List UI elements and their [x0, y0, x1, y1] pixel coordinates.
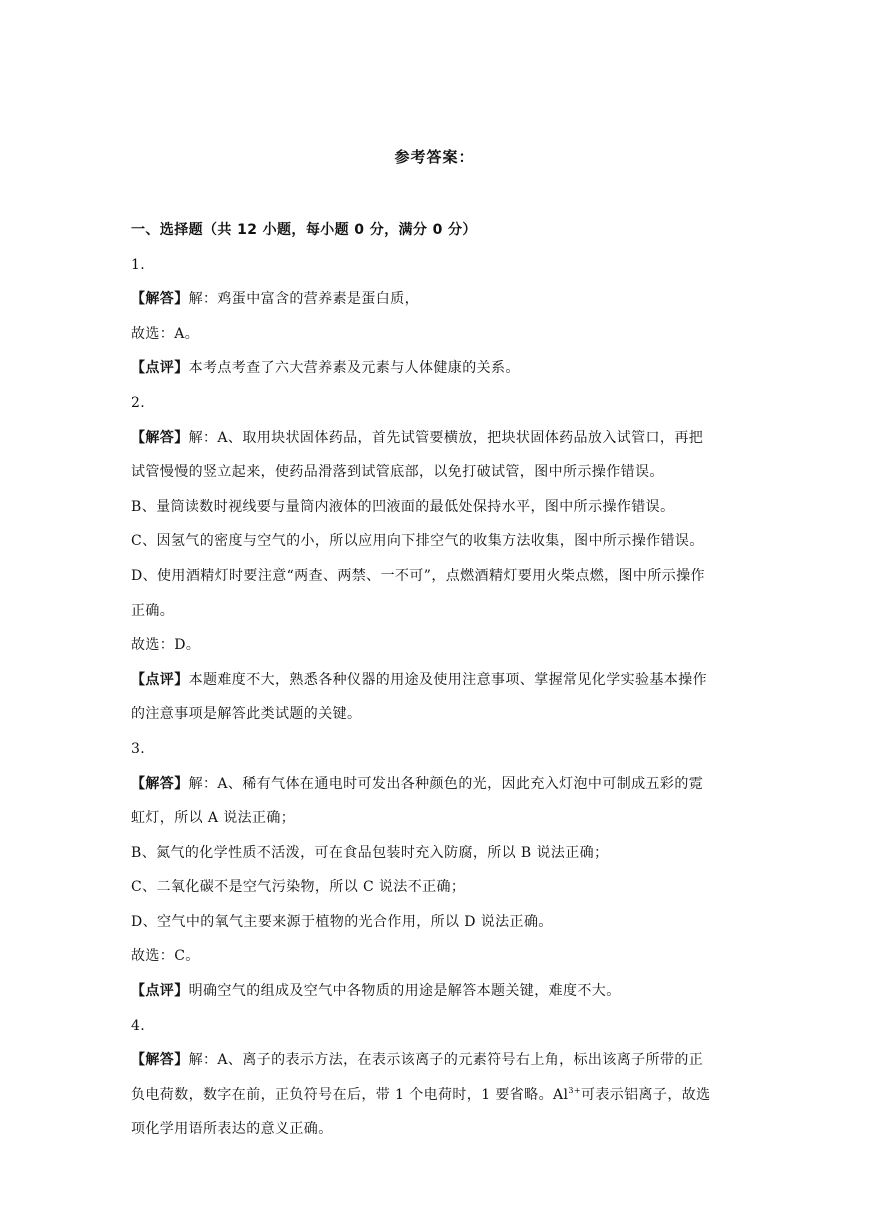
option-c-explanation: C、因氢气的密度与空气的小，所以应用向下排空气的收集方法收集，图中所示操作错误。	[131, 533, 704, 550]
comment-paragraph	[131, 974, 741, 1009]
comment-text-continued: 的注意事项是解答此类试题的关键。	[131, 706, 362, 723]
choice-line: 故选：D。	[131, 637, 201, 654]
option-c-explanation: C、二氧化碳不是空气污染物，所以 C 说法不正确；	[131, 879, 466, 896]
answer-text-part: 可表示铝离子，故选	[580, 1086, 711, 1103]
question-number: 1.	[131, 256, 146, 273]
page-title: 参考答案：	[394, 148, 475, 166]
choice-line: 故选：C。	[131, 948, 200, 965]
answer-tag: 【解答】	[131, 429, 189, 446]
answer-paragraph	[131, 1043, 741, 1078]
question-number: 3.	[131, 740, 146, 757]
comment-paragraph	[131, 351, 741, 386]
comment-text: 本题难度不大，熟悉各种仪器的用途及使用注意事项、掌握常见化学实验基本操作	[188, 671, 708, 688]
section-heading: 一、选择题（共 12 小题，每小题 0 分，满分 0 分）	[131, 222, 477, 238]
answer-text-continued: 虹灯，所以 A 说法正确；	[131, 810, 296, 827]
answer-tag: 【解答】	[131, 1052, 189, 1069]
option-b-explanation: B、量筒读数时视线要与量筒内液体的凹液面的最低处保持水平，图中所示操作错误。	[131, 498, 675, 515]
answer-tag: 【解答】	[131, 291, 189, 308]
comment-tag: 【点评】	[131, 671, 189, 688]
answer-tag: 【解答】	[131, 775, 189, 792]
answer-text-continued: 项化学用语所表达的意义正确。	[131, 1121, 333, 1138]
choice-line: 故选：A。	[131, 325, 200, 342]
comment-paragraph	[131, 663, 741, 698]
option-b-explanation: B、氮气的化学性质不活泼，可在食品包装时充入防腐，所以 B 说法正确；	[131, 844, 609, 861]
answer-paragraph	[131, 282, 741, 317]
answer-text: 解：A、离子的表示方法，在表示该离子的元素符号右上角，标出该离子所带的正	[188, 1052, 704, 1069]
answer-paragraph	[131, 767, 741, 802]
option-d-explanation-continued: 正确。	[131, 602, 175, 619]
answer-text-continued: 试管慢慢的竖立起来，使药品滑落到试管底部，以免打破试管，图中所示操作错误。	[131, 464, 664, 481]
comment-text: 明确空气的组成及空气中各物质的用途是解答本题关键，难度不大。	[188, 983, 621, 1000]
comment-tag: 【点评】	[131, 360, 189, 377]
answer-text: 解：A、取用块状固体药品，首先试管要横放，把块状固体药品放入试管口，再把	[188, 429, 704, 446]
answer-text: 解：A、稀有气体在通电时可发出各种颜色的光，因此充入灯泡中可制成五彩的霓	[188, 775, 704, 792]
ion-charge-superscript: 3+	[568, 1085, 581, 1095]
comment-text: 本考点考查了六大营养素及元素与人体健康的关系。	[188, 360, 520, 377]
question-number: 2.	[131, 394, 146, 411]
answer-text-part: 负电荷数，数字在前，正负符号在后，带 1 个电荷时，1 要省略。Al	[131, 1086, 569, 1103]
answer-text: 解：鸡蛋中富含的营养素是蛋白质，	[188, 291, 420, 308]
answer-content	[131, 213, 741, 1147]
comment-tag: 【点评】	[131, 983, 189, 1000]
question-number: 4.	[131, 1017, 146, 1034]
option-d-explanation: D、空气中的氧气主要来源于植物的光合作用，所以 D 说法正确。	[131, 913, 553, 930]
answer-paragraph	[131, 421, 741, 456]
option-d-explanation: D、使用酒精灯时要注意“两查、两禁、一不可”，点燃酒精灯要用火柴点燃，图中所示操作	[131, 567, 705, 584]
answer-text-continued	[131, 1078, 741, 1113]
